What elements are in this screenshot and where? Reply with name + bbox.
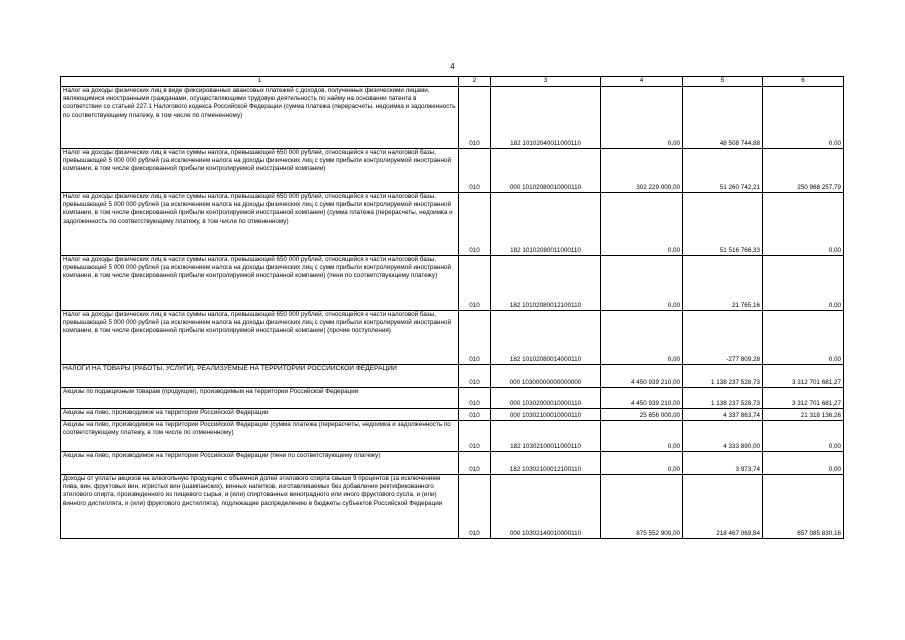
row-budget-code: 182 10302100012100110	[491, 452, 601, 475]
row-line-code: 010	[459, 421, 491, 452]
column-header-2: 2	[459, 77, 491, 87]
column-header-3: 3	[491, 77, 601, 87]
row-approved-amount: 302 229 000,00	[601, 149, 683, 193]
row-executed-amount: 1 138 237 528,73	[683, 388, 763, 409]
table-row	[61, 388, 844, 409]
row-name: Акцизы по подакцизным товарам (продукции), производимым на территории Российской Федерации	[61, 388, 459, 409]
row-executed-amount: 21 765,16	[683, 256, 763, 311]
row-line-code: 010	[459, 452, 491, 475]
table-row	[61, 475, 844, 539]
budget-execution-table	[60, 76, 844, 539]
row-name: Акцизы на пиво, производимое на территории Российской Федерации	[61, 409, 459, 421]
row-approved-amount: 25 656 000,00	[601, 409, 683, 421]
row-budget-code: 182 10302100011000110	[491, 421, 601, 452]
row-line-code: 010	[459, 256, 491, 311]
row-executed-amount: 3 973,74	[683, 452, 763, 475]
row-budget-code: 000 10102080010000110	[491, 149, 601, 193]
row-approved-amount: 0,00	[601, 452, 683, 475]
row-budget-code: 000 10302100010000110	[491, 409, 601, 421]
table-row	[61, 452, 844, 475]
row-line-code: 010	[459, 311, 491, 365]
column-header-5: 5	[683, 77, 763, 87]
row-line-code: 010	[459, 409, 491, 421]
row-approved-amount: 875 552 900,00	[601, 475, 683, 539]
row-name: Налог на доходы физических лиц в части суммы налога, превышающей 650 000 рублей, относящейся к части налоговой базы, превышающей 5 000 000 рублей (за исключением налога на доходы физических лиц с сумм прибыли контролируемой иностранной компании, в том числе фиксированной прибыли контролируемой иностранной компании)	[61, 149, 459, 193]
table-row	[61, 193, 844, 256]
row-name: Налог на доходы физических лиц в части суммы налога, превышающей 650 000 рублей, относящейся к части налоговой базы, превышающей 5 000 000 рублей (за исключением налога на доходы физических лиц с сумм прибыли контролируемой иностранной компании, в том числе фиксированной прибыли контролируемой иностранной компании) (сумма платежа (перерасчеты, недоимка и задолженность по соответствующему платежу, в том числе по отмененному)	[61, 193, 459, 256]
row-line-code: 010	[459, 365, 491, 388]
row-executed-amount: 51 516 766,33	[683, 193, 763, 256]
row-approved-amount: 0,00	[601, 87, 683, 149]
row-unexecuted-amount: 0,00	[763, 421, 844, 452]
row-unexecuted-amount: 250 968 257,79	[763, 149, 844, 193]
row-unexecuted-amount: 3 312 701 681,27	[763, 388, 844, 409]
row-name: Акцизы на пиво, производимое на территории Российской Федерации (сумма платежа (перерасчеты, недоимка и задолженность по соответствующему платежу, в том числе по отмененному)	[61, 421, 459, 452]
row-name: Налог на доходы физических лиц в части суммы налога, превышающей 650 000 рублей, относящейся к части налоговой базы, превышающей 5 000 000 рублей (за исключением налога на доходы физических лиц с сумм прибыли контролируемой иностранной компании, в том числе фиксированной прибыли контролируемой иностранной компании) (пени по соответствующему платежу)	[61, 256, 459, 311]
row-unexecuted-amount: 657 085 830,16	[763, 475, 844, 539]
row-name: НАЛОГИ НА ТОВАРЫ (РАБОТЫ, УСЛУГИ), РЕАЛИЗУЕМЫЕ НА ТЕРРИТОРИИ РОССИЙСКОЙ ФЕДЕРАЦИИ	[61, 365, 459, 388]
table-row	[61, 256, 844, 311]
row-line-code: 010	[459, 87, 491, 149]
row-unexecuted-amount: 0,00	[763, 452, 844, 475]
column-header-6: 6	[763, 77, 844, 87]
table-row	[61, 409, 844, 421]
table-row	[61, 421, 844, 452]
row-executed-amount: 51 260 742,21	[683, 149, 763, 193]
row-name: Налог на доходы физических лиц в части суммы налога, превышающей 650 000 рублей, относящейся к части налоговой базы, превышающей 5 000 000 рублей (за исключением налога на доходы физических лиц с сумм прибыли контролируемой иностранной компании, в том числе фиксированной прибыли контролируемой иностранной компании) (прочие поступления)	[61, 311, 459, 365]
row-executed-amount: 218 467 069,84	[683, 475, 763, 539]
row-approved-amount: 0,00	[601, 193, 683, 256]
row-unexecuted-amount: 3 312 701 681,27	[763, 365, 844, 388]
row-unexecuted-amount: 0,00	[763, 87, 844, 149]
row-line-code: 010	[459, 149, 491, 193]
row-unexecuted-amount: 0,00	[763, 311, 844, 365]
row-budget-code: 182 10102080011000110	[491, 193, 601, 256]
row-budget-code: 182 10102080012100110	[491, 256, 601, 311]
row-approved-amount: 0,00	[601, 256, 683, 311]
row-approved-amount: 4 450 939 210,00	[601, 388, 683, 409]
row-unexecuted-amount: 21 318 136,26	[763, 409, 844, 421]
row-approved-amount: 0,00	[601, 311, 683, 365]
row-budget-code: 182 10102040011000110	[491, 87, 601, 149]
row-approved-amount: 4 450 939 210,00	[601, 365, 683, 388]
row-unexecuted-amount: 0,00	[763, 193, 844, 256]
row-name: Акцизы на пиво, производимое на территории Российской Федерации (пени по соответствующему платежу)	[61, 452, 459, 475]
row-budget-code: 000 10302000010000110	[491, 388, 601, 409]
row-executed-amount: 4 337 863,74	[683, 409, 763, 421]
row-executed-amount: 4 333 890,00	[683, 421, 763, 452]
row-budget-code: 000 10302140010000110	[491, 475, 601, 539]
row-line-code: 010	[459, 193, 491, 256]
table-row	[61, 87, 844, 149]
row-line-code: 010	[459, 475, 491, 539]
table-row	[61, 149, 844, 193]
page-number: 4	[450, 62, 455, 71]
table-row	[61, 365, 844, 388]
row-name: Налог на доходы физических лиц в виде фиксированных авансовых платежей с доходов, полученных физическими лицами, являющимися иностранными гражданами, осуществляющими трудовую деятельность по найму на основании патента в соответствии со статьей 227.1 Налогового кодекса Российской Федерации (сумма платежа (перерасчеты, недоимка и задолженность по соответствующему платежу, в том числе по отмененному)	[61, 87, 459, 149]
column-header-1: 1	[61, 77, 459, 87]
row-executed-amount: -277 809,28	[683, 311, 763, 365]
column-number-header-row	[61, 77, 844, 87]
row-budget-code: 000 10300000000000000	[491, 365, 601, 388]
row-name: Доходы от уплаты акцизов на алкогольную продукцию с объемной долей этилового спирта свыше 9 процентов (за исключением пива, вин, фруктовых вин, игристых вин (шампанских), винных напитков, изготавливаемых без добавления ректификованного этилового спирта, произведенного из пищевого сырья, и (или) спиртованных виноградного или иного фруктового сусла, и (или) винного дистиллята, и (или) фруктового дистиллята), подлежащие распределению в бюджеты субъектов Российской Федерации	[61, 475, 459, 539]
column-header-4: 4	[601, 77, 683, 87]
row-budget-code: 182 10102080014000110	[491, 311, 601, 365]
table-row	[61, 311, 844, 365]
row-line-code: 010	[459, 388, 491, 409]
row-approved-amount: 0,00	[601, 421, 683, 452]
row-executed-amount: 1 138 237 528,73	[683, 365, 763, 388]
row-unexecuted-amount: 0,00	[763, 256, 844, 311]
row-executed-amount: 48 508 744,88	[683, 87, 763, 149]
